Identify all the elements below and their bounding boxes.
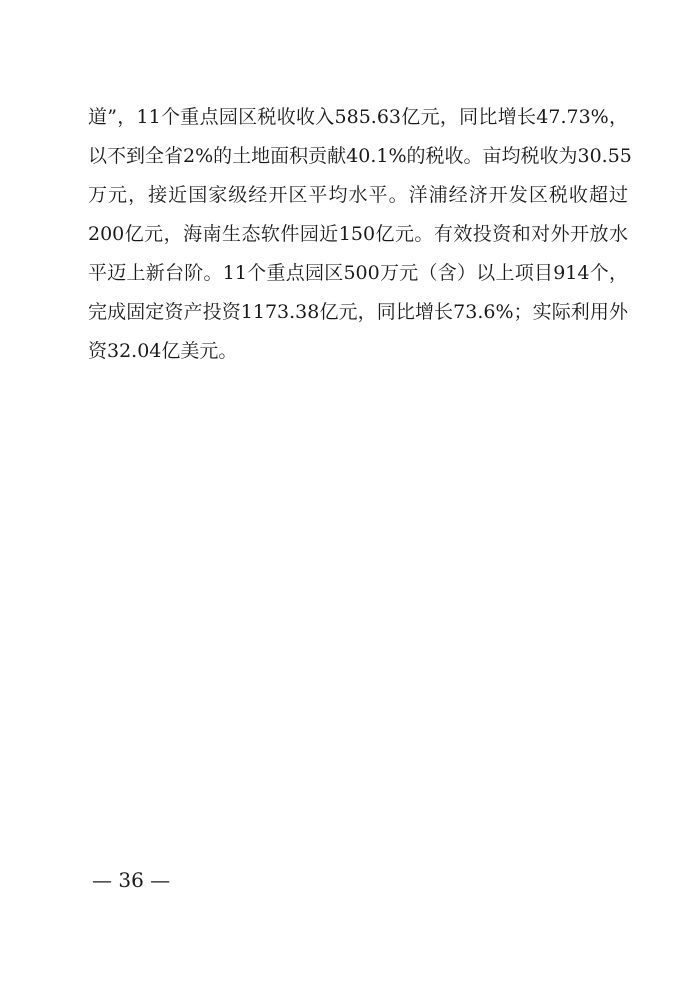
page-number: — 36 — — [92, 868, 171, 892]
paragraph-line-3: 万元，接近国家级经开区平均水平。洋浦经济开发区税收超过 — [88, 184, 628, 206]
paragraph-line-4: 200亿元，海南生态软件园近150亿元。有效投资和对外开放水 — [88, 223, 628, 245]
paragraph-line-6: 完成固定资产投资1173.38亿元，同比增长73.6%；实际利用外 — [88, 301, 628, 323]
paragraph-line-5: 平迈上新台阶。11个重点园区500万元（含）以上项目914个， — [88, 262, 628, 284]
paragraph-line-1: 道”，11个重点园区税收收入585.63亿元，同比增长47.73%， — [88, 106, 628, 128]
body-paragraph — [88, 98, 632, 371]
paragraph-line-2: 以不到全省2%的土地面积贡献40.1%的税收。亩均税收为30.55 — [88, 145, 632, 167]
paragraph-line-7: 资32.04亿美元。 — [88, 340, 238, 362]
